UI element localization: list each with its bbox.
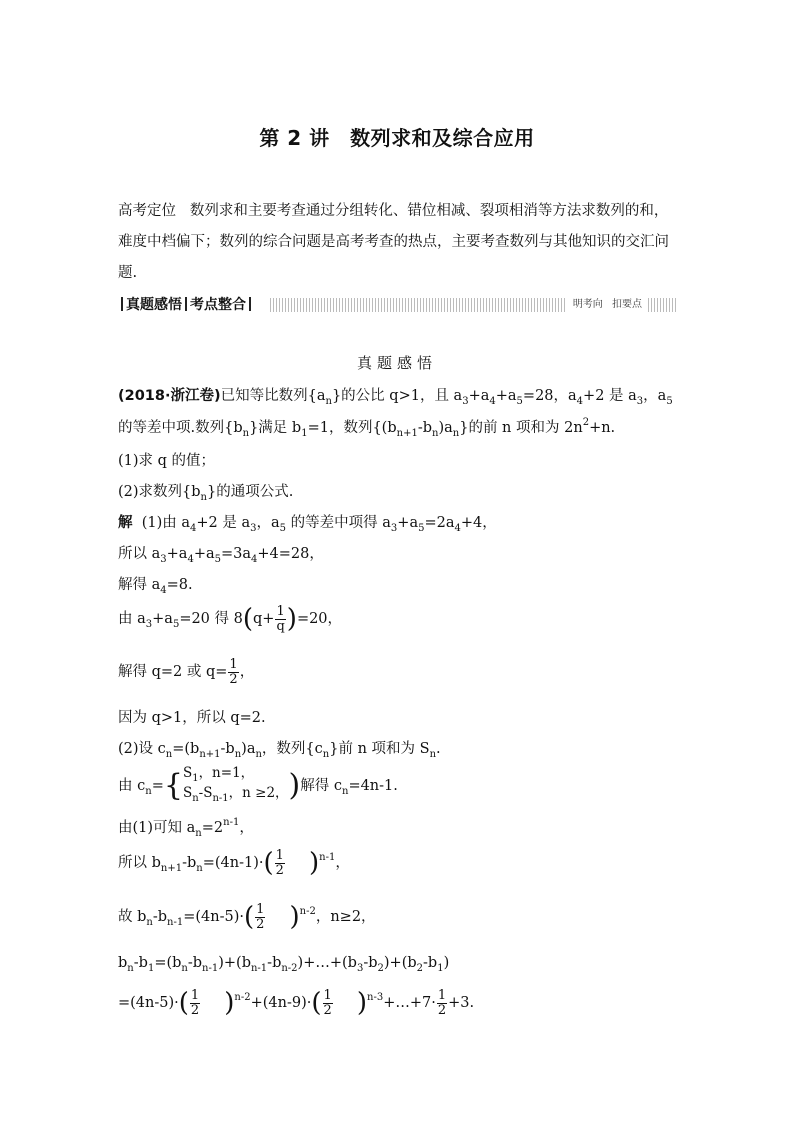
banner-right-label: 明考向 扣要点 — [567, 296, 648, 314]
solution-label: 解 — [118, 515, 133, 531]
solution-line-3: 解得 $a_4=8$. — [118, 577, 193, 596]
problem-line-2: 的等差中项.数列$\{b_n\}$满足 $b_1=1$，数列$\{(b_{n+1}-b_n)a_n\}$的前 n 项和为 $2n^2+n$. — [118, 417, 616, 439]
solution-line-12: $b_n-b_1=(b_n-b_{n-1})+(b_{n-1}-b_{n-2})+\dots+(b_3-b_2)+(b_2-b_1)$ — [118, 955, 450, 974]
solution-line-6: 因为 q>1，所以 q=2. — [118, 710, 266, 726]
intro-text: 数列求和主要考查通过分组转化、错位相减、裂项相消等方法求数列的和，难度中档偏下；数列的综合问题是高考考查的热点，主要考查数列与其他知识的交汇问题. — [118, 203, 669, 281]
problem-source: (2018·浙江卷) — [118, 388, 221, 404]
problem-line-1: (2018·浙江卷)已知等比数列$\{a_n\}$的公比 q>1，且 $a_3+a_4+a_5=28$，$a_4+2$ 是 $a_3$，$a_5$ — [118, 388, 673, 407]
solution-line-5: 解得 q=2 或 q= $\frac{1}{2}$ ， — [118, 657, 255, 687]
intro-paragraph — [118, 196, 678, 289]
intro-label: 高考定位 — [118, 203, 176, 219]
page-title: 第 2 讲 数列求和及综合应用 — [259, 126, 535, 150]
banner-tab-zhenti: 真题感悟 — [126, 297, 182, 313]
solution-line-8: 由 $c_n=${ $S_1$，n=1， $S_n-S_{n-1}$，n ≥2， )解得 $c_n=4n-1$. — [118, 765, 398, 804]
banner-tabs — [118, 295, 254, 315]
solution-line-13: =(4n-5)·( $\frac{1}{2}$ )$^{n-2}$+(4n-9)·( $\frac{1}{2}$ )$^{n-3}$+…+7· $\frac{1}{2}$ +3. — [118, 987, 475, 1018]
solution-line-2: 所以 $a_3+a_4+a_5=3a_4+4=28$， — [118, 546, 324, 565]
question-2: (2)求数列$\{b_n\}$的通项公式. — [118, 484, 294, 503]
solution-line-11: 故 $b_n-b_{n-1}=(4n-5)\cdot$( $\frac{1}{2}$ )$^{n-2}$，n≥2， — [118, 901, 376, 932]
banner-tab-kaodian: 考点整合 — [190, 297, 246, 313]
solution-line-1: 解 (1)由 $a_4+2$ 是 $a_3$，$a_5$ 的等差中项得 $a_3+a_5=2a_4+4$， — [118, 515, 497, 534]
solution-line-9: 由(1)可知 $a_n=2^{n-1}$， — [118, 817, 254, 839]
solution-line-4: 由 $a_3+a_5=20$ 得 8(q+ $\frac{1}{q}$ )=20， — [118, 603, 343, 634]
question-1: (1)求 q 的值； — [118, 453, 216, 469]
section-title: 真题感悟 — [356, 354, 437, 372]
solution-line-7: (2)设 $c_n=(b_{n+1}-b_n)a_n$，数列$\{c_n\}$前 n 项和为 $S_n$. — [118, 741, 441, 760]
solution-line-10: 所以 $b_{n+1}-b_n=(4n-1)\cdot$( $\frac{1}{2}$ )$^{n-1}$， — [118, 847, 350, 878]
section-banner — [118, 295, 678, 315]
